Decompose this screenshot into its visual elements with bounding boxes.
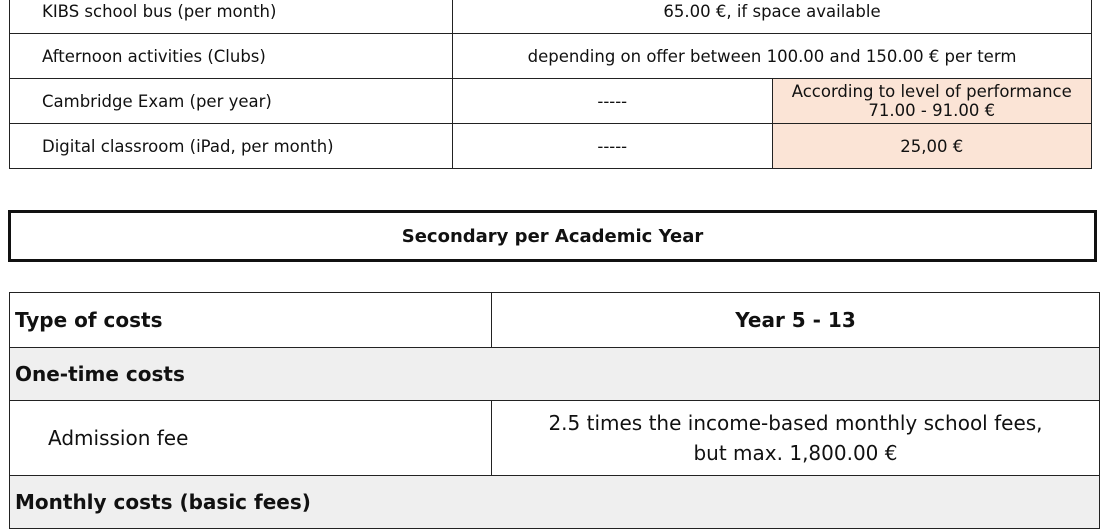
- admission-fee-line-1: 2.5 times the income-based monthly school fees,: [548, 411, 1043, 435]
- section-title: Secondary per Academic Year: [8, 210, 1097, 262]
- secondary-costs-table: [9, 292, 1100, 529]
- group-row-monthly: [10, 476, 1100, 529]
- row-label: Cambridge Exam (per year): [10, 79, 453, 124]
- row-value-highlighted: According to level of performance 71.00 - 91.00 €: [772, 79, 1092, 124]
- row-label: Afternoon activities (Clubs): [10, 34, 453, 79]
- group-label: Monthly costs (basic fees): [10, 476, 1100, 529]
- row-label: KIBS school bus (per month): [10, 0, 453, 34]
- row-dash: -----: [453, 124, 773, 169]
- row-value: 65.00 €, if space available: [453, 0, 1092, 34]
- table-row: [10, 34, 1092, 79]
- table-row: [10, 124, 1092, 169]
- group-label: One-time costs: [10, 348, 1100, 401]
- table-row: [10, 401, 1100, 476]
- row-value: depending on offer between 100.00 and 150.00 € per term: [453, 34, 1092, 79]
- additional-costs-table: [9, 0, 1092, 169]
- header-type-of-costs: Type of costs: [10, 293, 492, 348]
- group-row-one-time: [10, 348, 1100, 401]
- table-row: [10, 79, 1092, 124]
- row-label: Digital classroom (iPad, per month): [10, 124, 453, 169]
- admission-fee-label: Admission fee: [10, 401, 492, 476]
- table-row: [10, 0, 1092, 34]
- row-value-highlighted: 25,00 €: [772, 124, 1092, 169]
- table-header-row: [10, 293, 1100, 348]
- admission-fee-line-2: but max. 1,800.00 €: [693, 441, 898, 465]
- row-dash: -----: [453, 79, 773, 124]
- admission-fee-value: [492, 401, 1100, 476]
- header-year-range: Year 5 - 13: [492, 293, 1100, 348]
